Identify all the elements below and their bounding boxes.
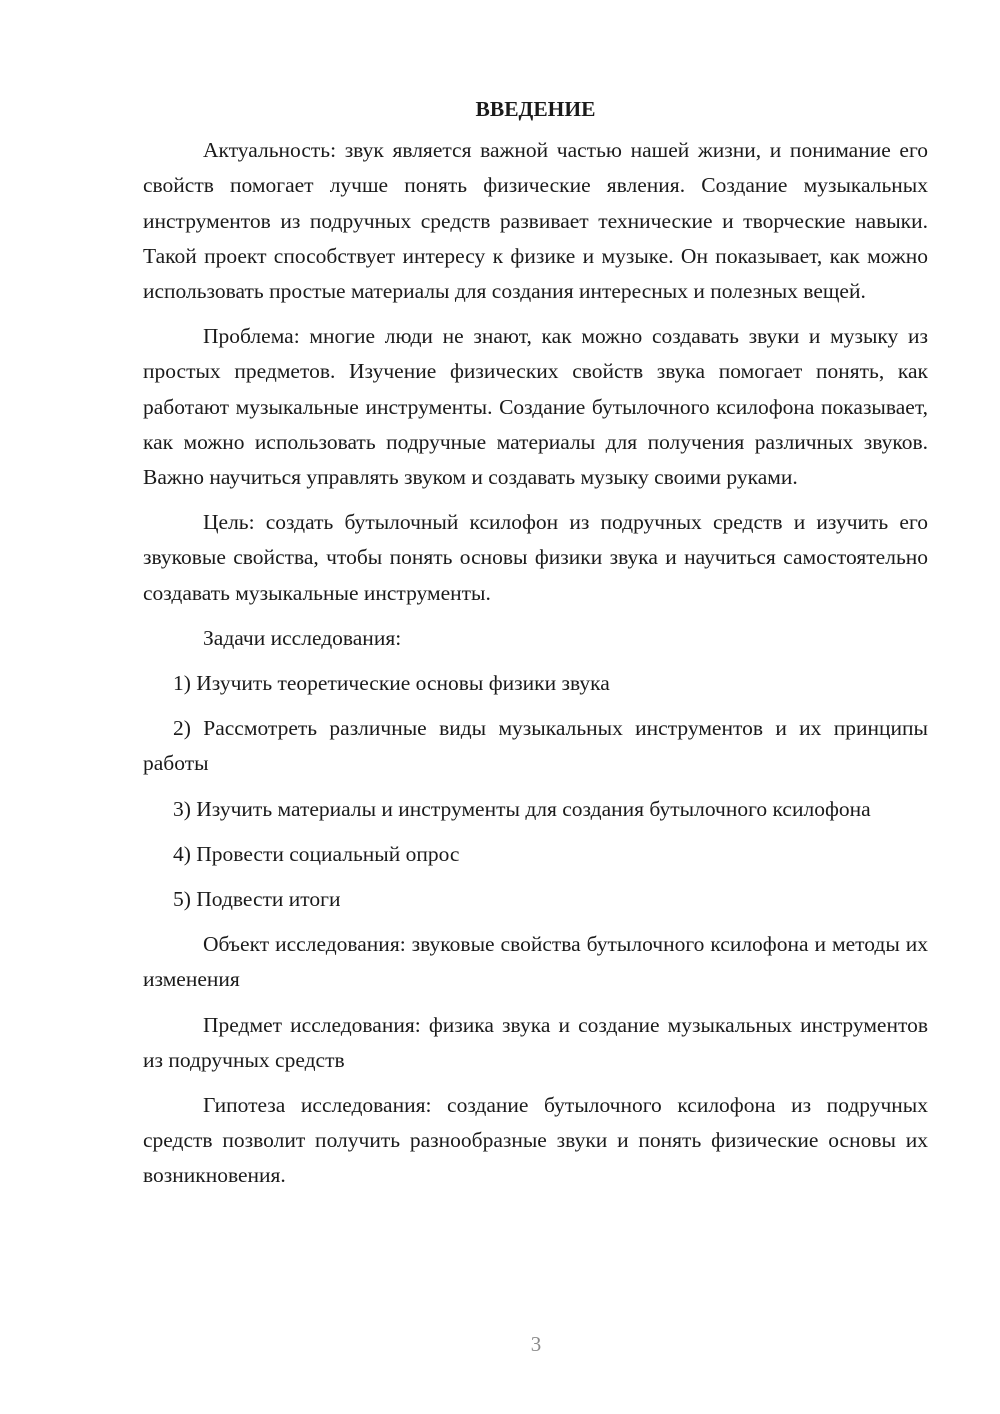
problem-paragraph: Проблема: многие люди не знают, как можно создавать звуки и музыку из простых предметов. Изучение физических свойств звука помогает понять, как работают музыкальные инструменты. Создание бутылочного ксилофона показывает, как можно использовать подручные материалы для получения различных звуков. Важно научиться управлять звуком и создавать музыку своими руками. [143, 324, 928, 490]
section-title: ВВЕДЕНИЕ [475, 97, 596, 121]
object-paragraph: Объект исследования: звуковые свойства бутылочного ксилофона и методы их изменения [143, 932, 928, 992]
subject-paragraph: Предмет исследования: физика звука и создание музыкальных инструментов из подручных средств [143, 1012, 928, 1072]
task-item: 5) Подвести итоги [173, 887, 341, 912]
relevance-paragraph: Актуальность: звук является важной частью нашей жизни, и понимание его свойств помогает лучше понять физические явления. Создание музыкальных инструментов из подручных средств развивает технические и творческие навыки. Такой проект способствует интересу к физике и музыке. Он показывает, как можно использовать простые материалы для создания интересных и полезных вещей. [143, 138, 928, 304]
document-page [143, 92, 928, 1204]
task-item: 3) Изучить материалы и инструменты для создания бутылочного ксилофона [173, 796, 871, 821]
goal-paragraph: Цель: создать бутылочный ксилофон из подручных средств и изучить его звуковые свойства, чтобы понять основы физики звука и научиться самостоятельно создавать музыкальные инструменты. [143, 510, 928, 605]
task-item: 1) Изучить теоретические основы физики звука [173, 671, 610, 696]
task-item: 2) Рассмотреть различные виды музыкальных инструментов и их принципы работы [143, 716, 928, 776]
hypothesis-paragraph: Гипотеза исследования: создание бутылочного ксилофона из подручных средств позволит получить разнообразные звуки и понять физические основы их возникновения. [143, 1093, 928, 1188]
page-number: 3 [530, 1332, 542, 1356]
task-item: 4) Провести социальный опрос [173, 841, 460, 866]
tasks-heading: Задачи исследования: [203, 625, 402, 650]
